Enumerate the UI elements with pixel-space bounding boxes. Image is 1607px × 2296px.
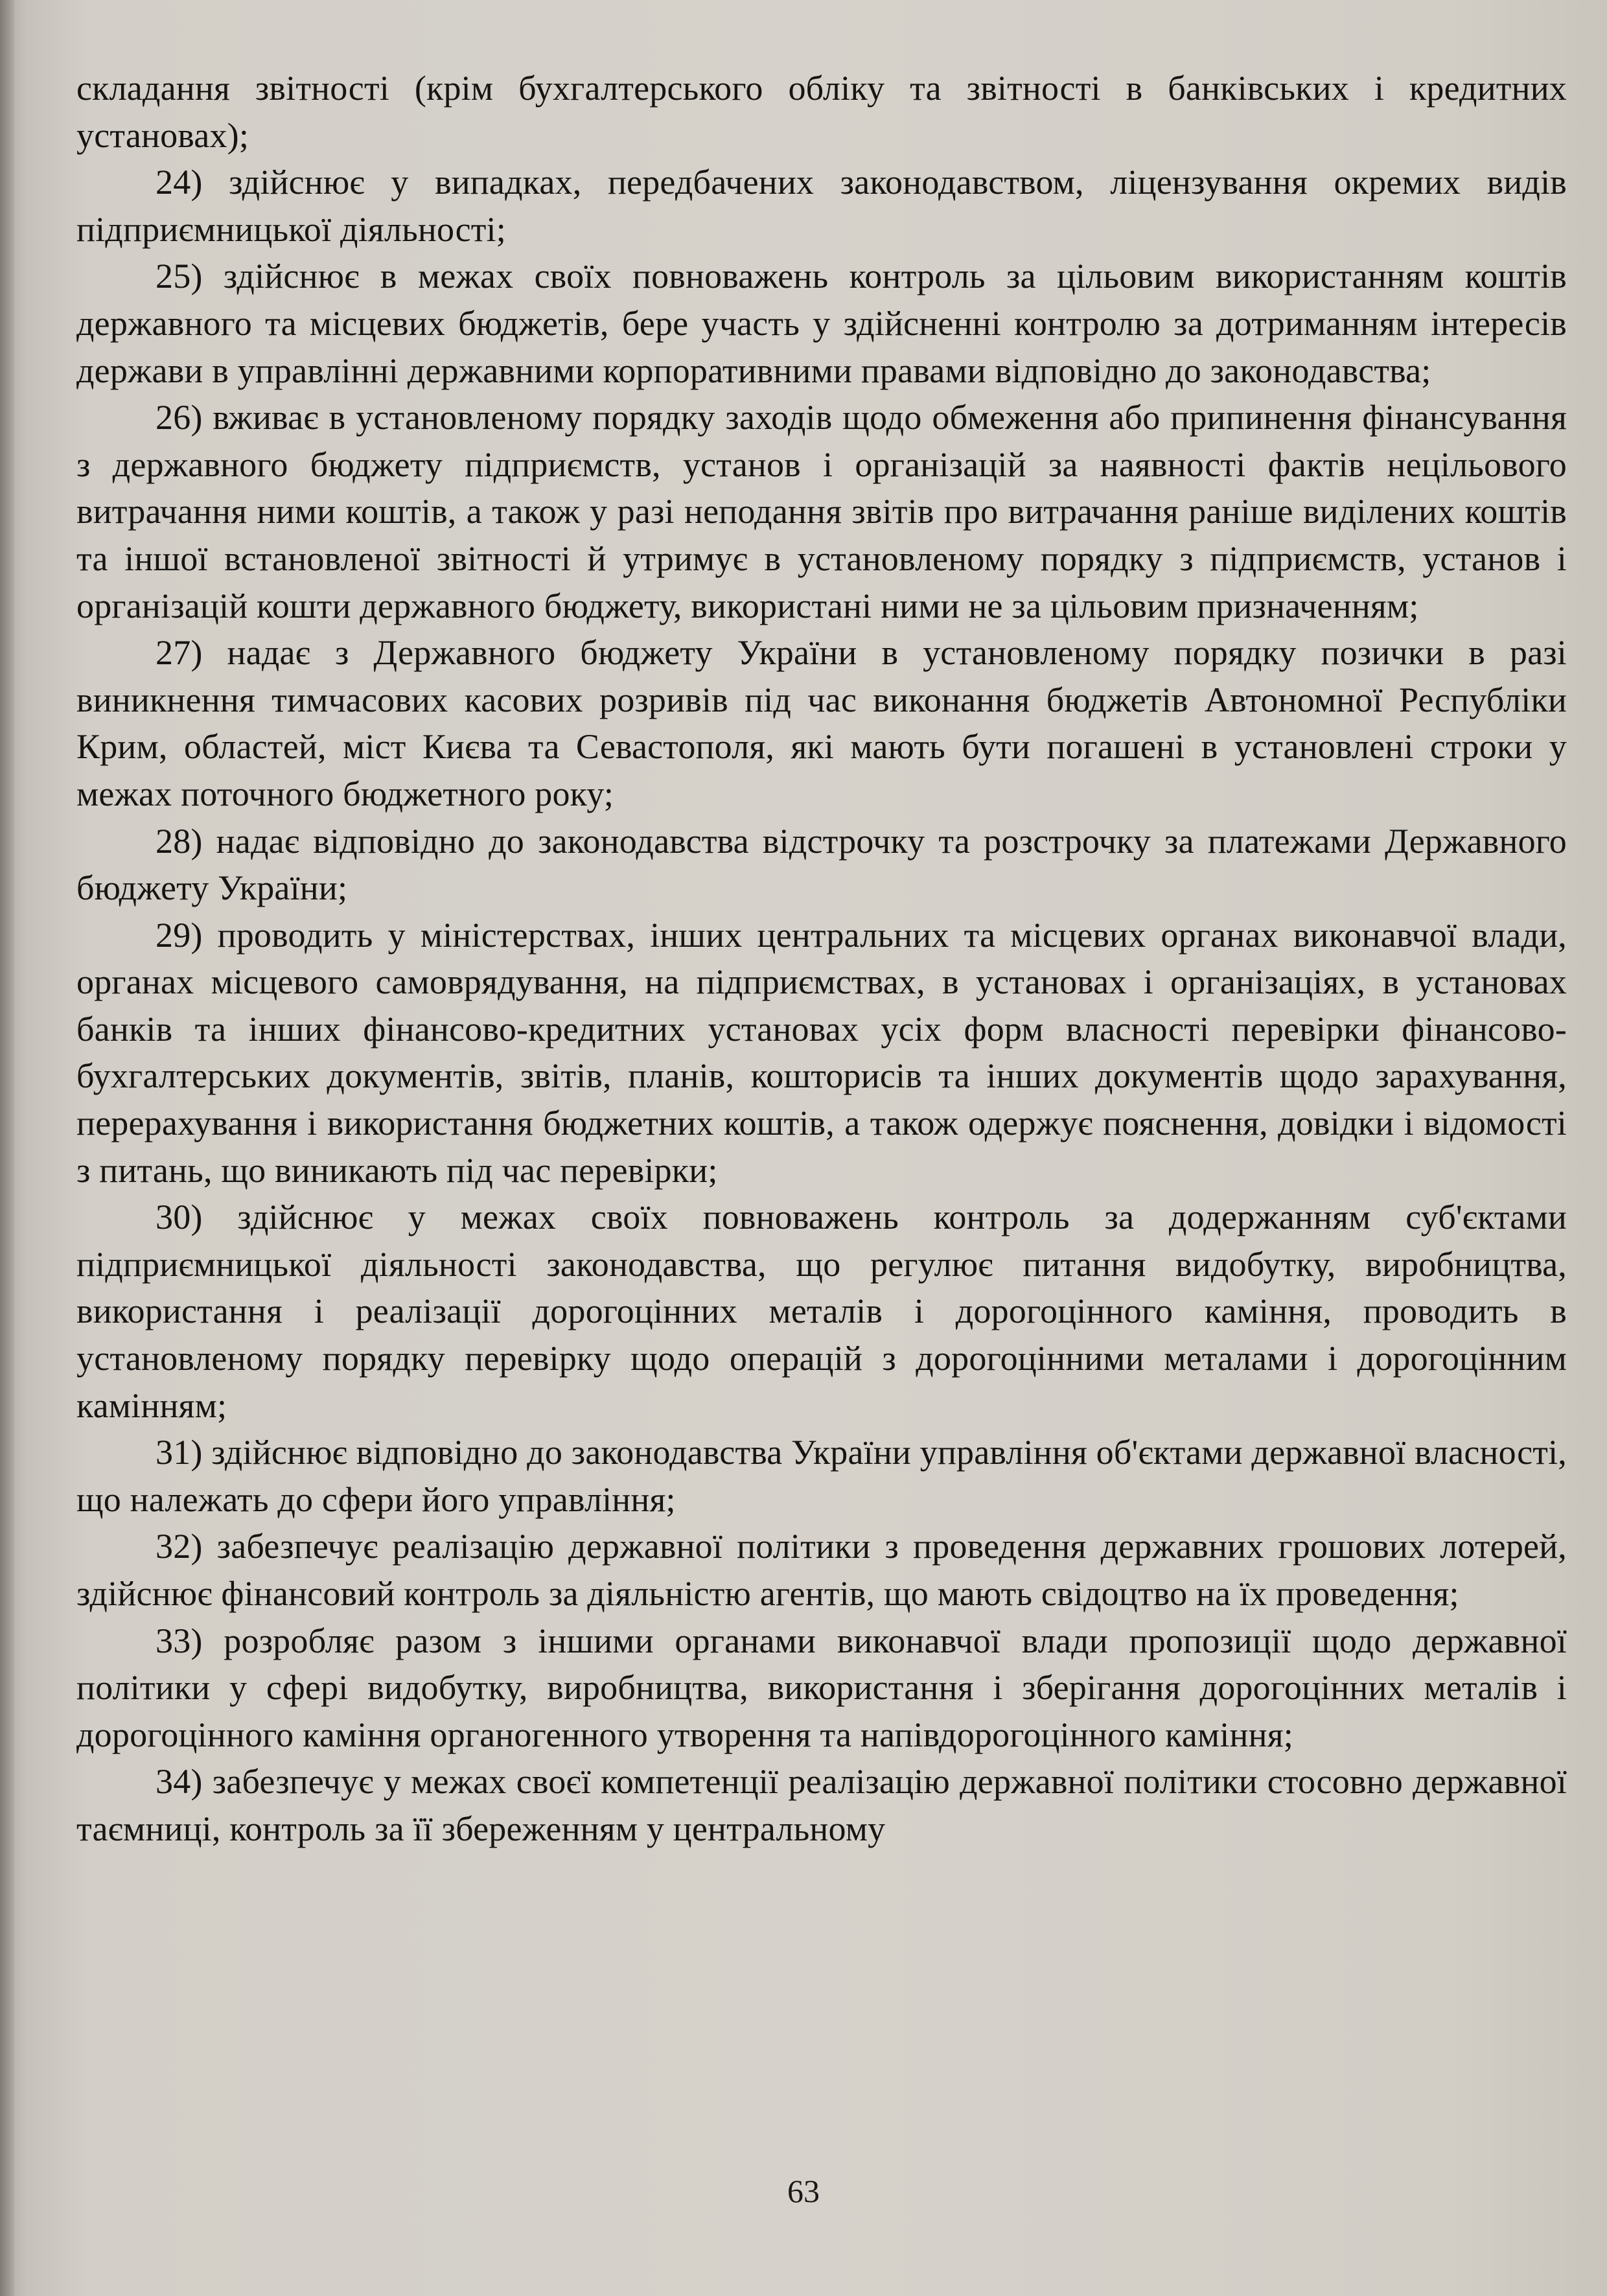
page-text — [76, 65, 1567, 1853]
paragraph-item-27: 27) надає з Державного бюджету України в установленому порядку позички в разі виникнення тимчасових касових розривів під час виконання бюджетів Автономної Республіки Крим, областей, міст Києва та Севастополя, які мають бути погашені в установлені строки у межах поточного бюджетного року; — [76, 633, 1567, 813]
paragraph-item-31: 31) здійснює відповідно до законодавства України управління об'єктами державної власності, що належать до сфери його управління; — [76, 1433, 1567, 1519]
paragraph-item-24: 24) здійснює у випадках, передбачених законодавством, ліцензування окремих видів підприємницької діяльності; — [76, 163, 1567, 249]
paragraph-item-30: 30) здійснює у межах своїх повноважень контроль за додержанням суб'єктами підприємницької діяльності законодавства, що регулює питання видобутку, виробництва, використання і реалізації дорогоцінних металів і дорогоцінного каміння, проводить в установленому порядку перевірку щодо операцій з дорогоцінними металами і дорогоцінним камінням; — [76, 1198, 1567, 1425]
page-number: 63 — [787, 2173, 820, 2209]
paragraph-item-26: 26) вживає в установленому порядку заходів щодо обмеження або припинення фінансування з державного бюджету підприємств, установ і організацій за наявності фактів нецільового витрачання ними коштів, а також у разі неподання звітів про витрачання раніше виділених коштів та іншої встановленої звітності й утримує в установленому порядку з підприємств, установ і організацій кошти державного бюджету, використані ними не за цільовим призначенням; — [76, 398, 1567, 625]
paragraph-item-29: 29) проводить у міністерствах, інших центральних та місцевих органах виконавчої влади, органах місцевого самоврядування, на підприємствах, в установах і організаціях, в установах банків та інших фінансово-кредитних установах усіх форм власності перевірки фінансово-бухгалтерських документів, звітів, планів, кошторисів та інших документів щодо зарахування, перерахування і використання бюджетних коштів, а також одержує пояснення, довідки і відомості з питань, що виникають під час перевірки; — [76, 915, 1567, 1190]
paragraph-item-32: 32) забезпечує реалізацію державної політики з проведення державних грошових лотерей, здійснює фінансовий контроль за діяльністю агентів, що мають свідоцтво на їх проведення; — [76, 1527, 1567, 1613]
paragraph-item-34: 34) забезпечує у межах своєї компетенції реалізацію державної політики стосовно державної таємниці, контроль за її збереженням у центральному — [76, 1762, 1567, 1848]
paragraph-continuation: складання звітності (крім бухгалтерського обліку та звітності в банківських і кредитних установах); — [76, 69, 1567, 155]
paragraph-item-28: 28) надає відповідно до законодавства відстрочку та розстрочку за платежами Державного бюджету України; — [76, 821, 1567, 908]
paragraph-item-25: 25) здійснює в межах своїх повноважень контроль за цільовим використанням коштів державного та місцевих бюджетів, бере участь у здійсненні контролю за дотриманням інтересів держави в управлінні державними корпоративними правами відповідно до законодавства; — [76, 257, 1567, 390]
paragraph-item-33: 33) розробляє разом з іншими органами виконавчої влади пропозиції щодо державної політики у сфері видобутку, виробництва, використання і зберігання дорогоцінних металів і дорогоцінного каміння органогенного утворення та напівдорогоцінного каміння; — [76, 1621, 1567, 1754]
spine-shadow — [0, 0, 14, 2296]
